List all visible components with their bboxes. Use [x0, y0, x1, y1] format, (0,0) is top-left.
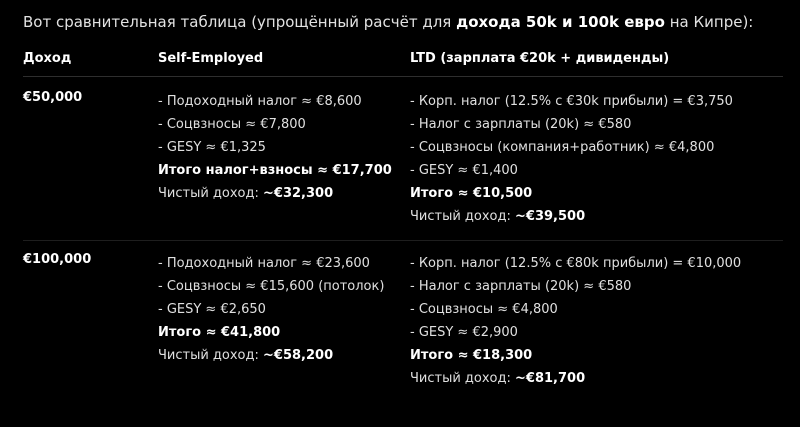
list-item: - Соцвзносы ≈ €7,800	[158, 117, 306, 132]
net-value: ~€81,700	[515, 371, 586, 386]
table-row	[0, 252, 800, 392]
intro-suffix: на Кипре):	[664, 13, 754, 31]
list-item: - Налог с зарплаты (20k) ≈ €580	[410, 117, 632, 132]
income-cell: €50,000	[23, 90, 83, 105]
list-item: - Соцвзносы (компания+работник) ≈ €4,800	[410, 140, 715, 155]
net-value: ~€39,500	[515, 209, 586, 224]
net-income-line	[410, 367, 741, 390]
list-item: - Соцвзносы ≈ €15,600 (потолок)	[158, 279, 385, 294]
header-ltd: LTD (зарплата €20k + дивиденды)	[410, 51, 670, 66]
header-self-employed: Self-Employed	[158, 51, 264, 66]
net-label: Чистый доход:	[158, 186, 264, 201]
list-item: - Подоходный налог ≈ €23,600	[158, 256, 370, 271]
table-header	[0, 51, 800, 71]
list-item: - Налог с зарплаты (20k) ≈ €580	[410, 279, 632, 294]
list-item: - GESY ≈ €2,650	[158, 302, 266, 317]
net-value: ~€58,200	[263, 348, 334, 363]
net-label: Чистый доход:	[158, 348, 264, 363]
table-row	[0, 90, 800, 230]
ltd-cell	[410, 252, 741, 390]
net-label: Чистый доход:	[410, 209, 516, 224]
ltd-cell	[410, 90, 733, 228]
header-income: Доход	[23, 51, 72, 66]
intro-prefix: Вот сравнительная таблица (упрощённый расчёт для	[23, 13, 457, 31]
net-income-line	[158, 344, 384, 367]
self-employed-cell	[158, 90, 392, 205]
list-item: - Подоходный налог ≈ €8,600	[158, 94, 362, 109]
list-item: - Соцвзносы ≈ €4,800	[410, 302, 558, 317]
intro-text	[23, 13, 753, 31]
list-item: - GESY ≈ €1,325	[158, 140, 266, 155]
total-line: Итого ≈ €41,800	[158, 325, 281, 340]
net-income-line	[410, 205, 733, 228]
net-income-line	[158, 182, 392, 205]
income-cell: €100,000	[23, 252, 92, 267]
total-line: Итого ≈ €18,300	[410, 348, 533, 363]
list-item: - GESY ≈ €2,900	[410, 325, 518, 340]
intro-highlight: дохода 50k и 100k евро	[456, 13, 665, 31]
header-divider	[23, 76, 783, 77]
total-line: Итого ≈ €10,500	[410, 186, 533, 201]
net-label: Чистый доход:	[410, 371, 516, 386]
self-employed-cell	[158, 252, 384, 367]
total-line: Итого налог+взносы ≈ €17,700	[158, 163, 392, 178]
row-divider	[23, 240, 783, 241]
list-item: - Корп. налог (12.5% с €80k прибыли) = €10,000	[410, 256, 742, 271]
list-item: - GESY ≈ €1,400	[410, 163, 518, 178]
net-value: ~€32,300	[263, 186, 334, 201]
list-item: - Корп. налог (12.5% с €30k прибыли) = €3,750	[410, 94, 733, 109]
